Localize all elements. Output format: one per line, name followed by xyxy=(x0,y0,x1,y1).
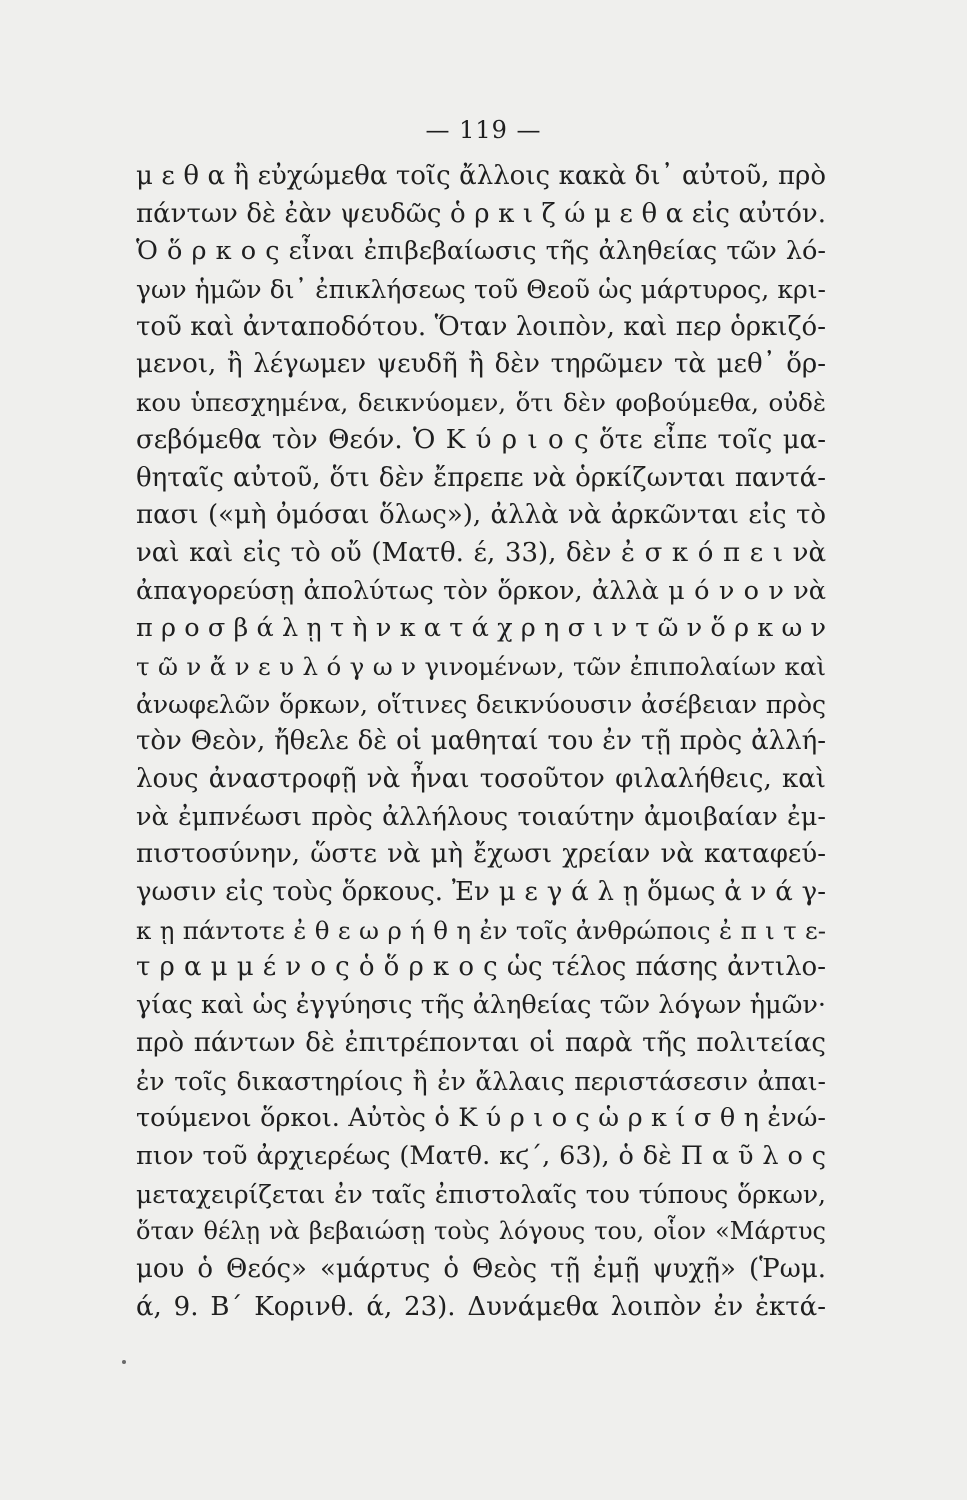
body-text xyxy=(136,158,826,1326)
text-line: πάντων δὲ ἐὰν ψευδῶς ὁ ρ κ ι ζ ώ μ ε θ α εἰς αὐτόν. xyxy=(136,198,826,229)
text-line: θηταῖς αὐτοῦ, ὅτι δὲν ἔπρεπε νὰ ὁρκίζωνται παντά- xyxy=(136,462,826,493)
text-line: ἐν τοῖς δικαστηρίοις ἢ ἐν ἄλλαις περιστάσεσιν ἀπαι- xyxy=(136,1066,826,1096)
text-line: μενοι, ἢ λέγωμεν ψευδῆ ἢ δὲν τηρῶμεν τὰ μεθ᾽ ὅρ- xyxy=(136,349,826,380)
text-line: τούμενοι ὅρκοι. Αὐτὸς ὁ Κ ύ ρ ι ο ς ὡ ρ κ ί σ θ η ἐνώ- xyxy=(136,1103,826,1134)
text-line: τοῦ καὶ ἀνταποδότου. Ὅταν λοιπὸν, καὶ περ ὁρκιζό- xyxy=(136,311,826,342)
text-line: πρὸ πάντων δὲ ἐπιτρέπονται οἱ παρὰ τῆς πολιτείας xyxy=(136,1027,826,1058)
text-line: νὰ ἐμπνέωσι πρὸς ἀλλήλους τοιαύτην ἀμοιβαίαν ἐμ- xyxy=(136,801,826,832)
text-line: πασι («μὴ ὀμόσαι ὅλως»), ἀλλὰ νὰ ἀρκῶνται εἰς τὸ xyxy=(136,500,826,531)
text-line: γων ἡμῶν δι᾽ ἐπικλήσεως τοῦ Θεοῦ ὡς μάρτυρος, κρι- xyxy=(136,275,826,305)
text-line: σεβόμεθα τὸν Θεόν. Ὁ Κ ύ ρ ι ο ς ὅτε εἶπε τοῖς μα- xyxy=(136,424,826,455)
text-line: ἀπαγορεύσῃ ἀπολύτως τὸν ὅρκον, ἀλλὰ μ ό ν ο ν νὰ xyxy=(136,575,826,606)
text-line: μ ε θ α ἢ εὐχώμεθα τοῖς ἄλλοις κακὰ δι᾽ αὐτοῦ, πρὸ xyxy=(136,161,826,191)
text-line: πιστοσύνην, ὥστε νὰ μὴ ἔχωσι χρείαν νὰ καταφεύ- xyxy=(136,839,826,870)
text-line: κ ῃ πάντοτε ἐ θ ε ω ρ ή θ η ἐν τοῖς ἀνθρώποις ἐ π ι τ ε- xyxy=(136,915,826,945)
text-line: τ ῶ ν ἄ ν ε υ λ ό γ ω ν γινομένων, τῶν ἐπιπολαίων καὶ xyxy=(136,651,826,681)
text-line: Ὁ ὅ ρ κ ο ς εἶναι ἐπιβεβαίωσις τῆς ἀληθείας τῶν λό- xyxy=(136,236,826,267)
text-line: τ ρ α μ μ έ ν ο ς ὁ ὅ ρ κ ο ς ὡς τέλος πάσης ἀντιλο- xyxy=(136,952,826,983)
page-number: — 119 — xyxy=(425,116,542,144)
text-line: γίας καὶ ὡς ἐγγύησις τῆς ἀληθείας τῶν λόγων ἡμῶν· xyxy=(136,990,826,1021)
text-line: ναὶ καὶ εἰς τὸ οὔ (Ματθ. έ, 33), δὲν ἐ σ κ ό π ε ι νὰ xyxy=(136,537,826,568)
text-line: ἀνωφελῶν ὅρκων, οἵτινες δεικνύουσιν ἀσέβειαν πρὸς xyxy=(136,689,826,719)
text-line: μου ὁ Θεός» «μάρτυς ὁ Θεὸς τῇ ἐμῇ ψυχῇ» (Ῥωμ. xyxy=(136,1253,826,1284)
text-line: π ρ ο σ β ά λ ῃ τ ὴ ν κ α τ ά χ ρ η σ ι ν τ ῶ ν ὅ ρ κ ω ν xyxy=(136,613,826,644)
text-line: μεταχειρίζεται ἐν ταῖς ἐπιστολαῖς του τύπους ὅρκων, xyxy=(136,1179,826,1209)
text-line: πιον τοῦ ἀρχιερέως (Ματθ. κϛ΄, 63), ὁ δὲ Π α ῦ λ ο ς xyxy=(136,1140,826,1171)
text-line: κου ὑπεσχημένα, δεικνύομεν, ὅτι δὲν φοβούμεθα, οὐδὲ xyxy=(136,388,826,418)
text-line: ὅταν θέλῃ νὰ βεβαιώσῃ τοὺς λόγους του, οἷον «Μάρτυς xyxy=(136,1217,826,1246)
text-line: ά, 9. Β΄ Κορινθ. ά, 23). Δυνάμεθα λοιπὸν ἐν ἐκτά- xyxy=(136,1291,826,1322)
text-line: τὸν Θεὸν, ἤθελε δὲ οἱ μαθηταί του ἐν τῇ πρὸς ἀλλή- xyxy=(136,726,826,757)
text-line: λους ἀναστροφῇ νὰ ἦναι τοσοῦτον φιλαλήθεις, καὶ xyxy=(136,764,826,794)
paper-speck xyxy=(122,1360,126,1364)
text-line: γωσιν εἰς τοὺς ὅρκους. Ἐν μ ε γ ά λ ῃ ὅμως ἀ ν ά γ- xyxy=(136,877,826,908)
